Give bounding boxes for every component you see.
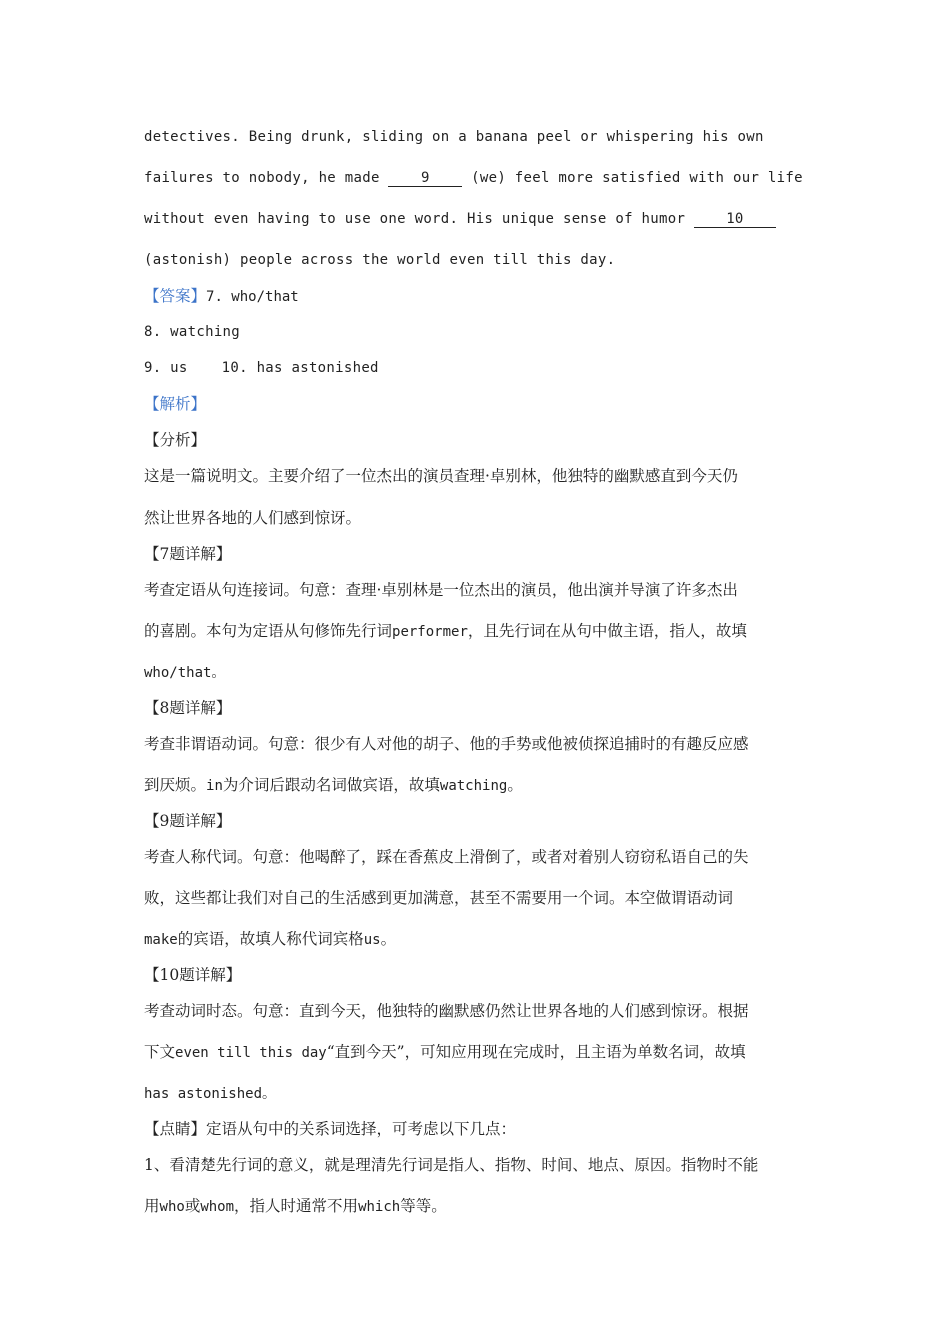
paragraph-text: ，且先行词在从句中做主语，指人，故填 (467, 622, 747, 640)
answer-10: 10. has astonished (221, 360, 379, 376)
q9-text-2 (144, 888, 733, 908)
inline-term: in (206, 778, 223, 794)
paragraph-text: 下文 (144, 1043, 176, 1061)
paragraph-text: “直到今天”，可知应用现在完成时，且主语为单数名词，故填 (326, 1043, 746, 1061)
paragraph-text: 的喜剧。本句为定语从句修饰先行词 (144, 622, 393, 640)
passage-line-4 (144, 250, 615, 270)
blank-10: 10 (694, 211, 776, 228)
section-heading: 【8题详解】 (144, 699, 232, 717)
paragraph-text: 的宾语，故填人称代词宾格 (177, 930, 364, 948)
q8-label (144, 698, 231, 718)
answer-9: 9. us (144, 360, 188, 376)
section-heading: 【10题详解】 (144, 966, 242, 984)
inline-term: performer (392, 624, 468, 640)
q10-text-3 (144, 1083, 276, 1104)
paragraph-text: 为介词后跟动名词做宾语，故填 (222, 776, 440, 794)
fenxi-text-1 (144, 466, 738, 486)
paragraph-text: 等等。 (400, 1197, 447, 1215)
q8-text-1 (144, 734, 749, 754)
inline-term: us (363, 932, 381, 948)
passage-line-1 (144, 127, 764, 147)
inline-term: which (358, 1199, 401, 1215)
q7-text-3 (144, 662, 225, 683)
paragraph-text: 考查定语从句连接词。句意：查理·卓别林是一位杰出的演员，他出演并导演了许多杰出 (144, 581, 738, 599)
q10-text-1 (144, 1001, 749, 1021)
passage-line-3 (144, 209, 776, 229)
inline-term: has astonished。 (144, 1086, 277, 1102)
paragraph-text: 考查非谓语动词。句意：很少有人对他的胡子、他的手势或他被侦探追捕时的有趣反应感 (144, 735, 749, 753)
paragraph-text: 或 (184, 1197, 201, 1215)
paragraph-text: 。 (380, 930, 397, 948)
passage-text: failures to nobody, he made (144, 170, 389, 186)
tip-text-2 (144, 1196, 447, 1217)
paragraph-text: 这是一篇说明文。主要介绍了一位杰出的演员查理·卓别林，他独特的幽默感直到今天仍 (144, 467, 738, 485)
paragraph-text: 考查动词时态。句意：直到今天，他独特的幽默感仍然让世界各地的人们感到惊讶。根据 (144, 1002, 749, 1020)
inline-term: make (144, 932, 178, 948)
inline-term: whom (200, 1199, 235, 1215)
q10-text-2 (144, 1042, 746, 1063)
q10-label (144, 965, 241, 985)
analysis-label: 【解析】 (144, 395, 207, 413)
section-heading: 【7题详解】 (144, 545, 232, 563)
passage-text: detectives. Being drunk, sliding on a banana peel or whispering his own (144, 129, 764, 145)
answer-8: 8. watching (144, 324, 241, 340)
q7-label (144, 544, 231, 564)
answer-label: 【答案】 (144, 287, 207, 305)
paragraph-text: 考查人称代词。句意：他喝醉了，踩在香蕉皮上滑倒了，或者对着别人窃窃私语自己的失 (144, 848, 749, 866)
answer-9-10-line (144, 358, 379, 378)
paragraph-text: 用 (144, 1197, 160, 1215)
paragraph-text: 定语从句中的关系词选择，可考虑以下几点： (206, 1120, 517, 1138)
q7-text-2 (144, 621, 747, 642)
section-heading: 【9题详解】 (144, 812, 232, 830)
analysis-label-line (144, 394, 206, 414)
paragraph-text: 。 (507, 776, 523, 794)
q9-text-3 (144, 929, 396, 950)
q7-text-1 (144, 580, 738, 600)
inline-term: even till this day (175, 1045, 327, 1061)
q9-text-1 (144, 847, 749, 867)
q8-text-2 (144, 775, 523, 796)
section-heading: 【分析】 (144, 431, 207, 449)
q9-label (144, 811, 231, 831)
tip-line (144, 1119, 516, 1139)
answer-7: 7. who/that (206, 289, 299, 305)
inline-term: who/that。 (144, 665, 226, 681)
inline-term: watching (439, 778, 508, 794)
paragraph-text: 然让世界各地的人们感到惊讶。 (144, 509, 362, 527)
fenxi-label (144, 430, 206, 450)
paragraph-text: 到厌烦。 (144, 776, 207, 794)
passage-text: (we) feel more satisfied with our life (462, 170, 803, 186)
fenxi-text-2 (144, 508, 361, 528)
answer-line (144, 286, 299, 307)
inline-term: who (159, 1199, 185, 1215)
passage-text: (astonish) people across the world even till this day. (144, 252, 616, 268)
paragraph-text: ，指人时通常不用 (234, 1197, 359, 1215)
paragraph-text: 败，这些都让我们对自己的生活感到更加满意，甚至不需要用一个词。本空做谓语动词 (144, 889, 734, 907)
passage-line-2 (144, 168, 803, 188)
passage-text: without even having to use one word. His unique sense of humor (144, 211, 694, 227)
tip-label: 【点睛】 (144, 1120, 207, 1138)
paragraph-text: 1、看清楚先行词的意义，就是理清先行词是指人、指物、时间、地点、原因。指物时不能 (144, 1156, 759, 1174)
blank-9: 9 (388, 170, 462, 187)
answer-8-line (144, 322, 240, 342)
tip-text-1 (144, 1155, 758, 1175)
